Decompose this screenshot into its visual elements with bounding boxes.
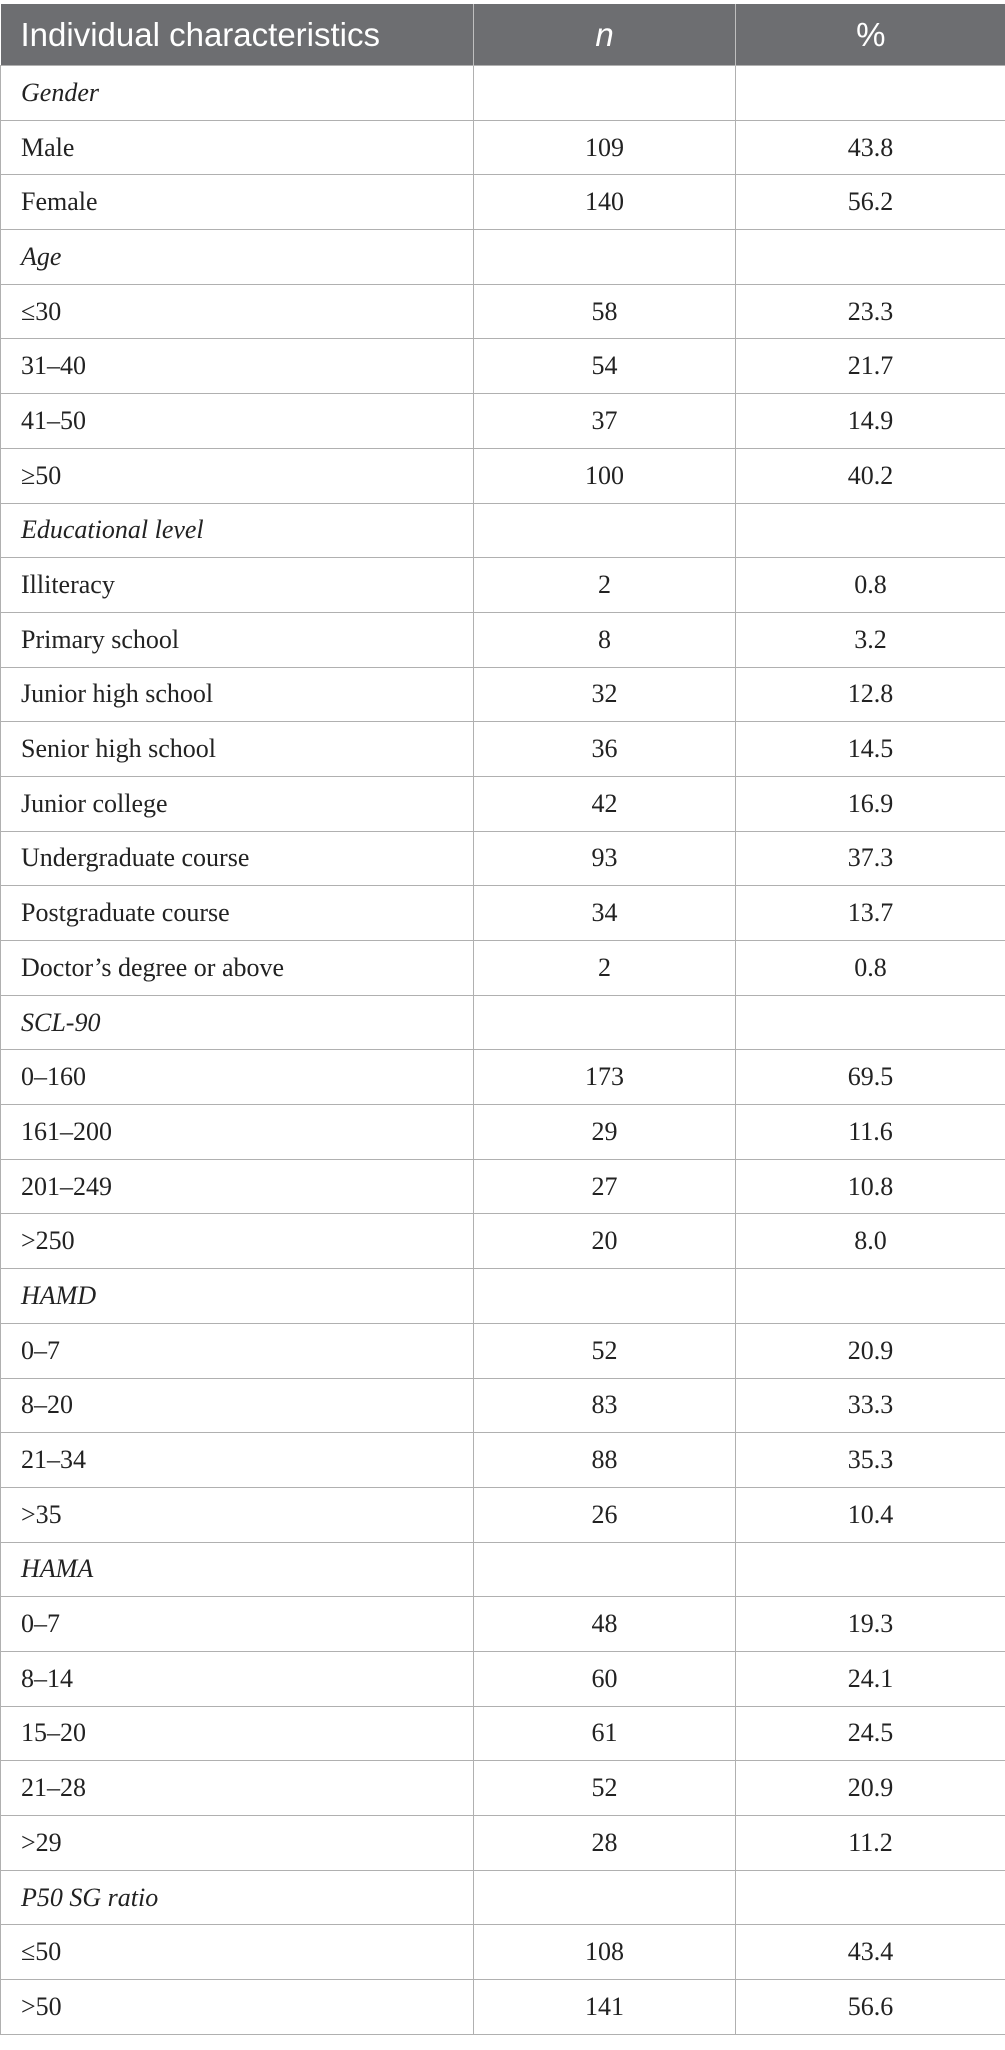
percent-cell: 11.2 (736, 1816, 1005, 1871)
count-cell: 8 (474, 612, 736, 667)
header-row (1, 4, 1005, 66)
header-percent: % (736, 4, 1005, 66)
percent-cell: 0.8 (736, 941, 1005, 996)
table-row (1, 120, 1005, 175)
table-header (1, 4, 1005, 66)
row-label: 8–20 (1, 1378, 474, 1433)
percent-cell: 10.4 (736, 1487, 1005, 1542)
table-row (1, 1761, 1005, 1816)
characteristics-table (0, 4, 1005, 2035)
percent-cell (736, 66, 1005, 121)
percent-cell (736, 995, 1005, 1050)
percent-cell: 24.5 (736, 1706, 1005, 1761)
table-row (1, 448, 1005, 503)
table-row (1, 1816, 1005, 1871)
table-row (1, 1214, 1005, 1269)
percent-cell: 12.8 (736, 667, 1005, 722)
table-row (1, 1487, 1005, 1542)
row-label: Male (1, 120, 474, 175)
row-label: 0–160 (1, 1050, 474, 1105)
row-label: Undergraduate course (1, 831, 474, 886)
table-row (1, 1433, 1005, 1488)
count-cell (474, 1269, 736, 1324)
count-cell: 42 (474, 776, 736, 831)
percent-cell (736, 230, 1005, 285)
count-cell: 173 (474, 1050, 736, 1105)
count-cell: 26 (474, 1487, 736, 1542)
row-label: 161–200 (1, 1105, 474, 1160)
percent-cell (736, 1870, 1005, 1925)
row-label: Postgraduate course (1, 886, 474, 941)
row-label: >29 (1, 1816, 474, 1871)
percent-cell: 56.6 (736, 1980, 1005, 2035)
row-label: 31–40 (1, 339, 474, 394)
percent-cell: 21.7 (736, 339, 1005, 394)
count-cell: 37 (474, 394, 736, 449)
section-label: HAMA (1, 1542, 474, 1597)
percent-cell: 14.5 (736, 722, 1005, 777)
row-label: 15–20 (1, 1706, 474, 1761)
table-row (1, 831, 1005, 886)
count-cell: 140 (474, 175, 736, 230)
section-label: Gender (1, 66, 474, 121)
count-cell: 52 (474, 1323, 736, 1378)
count-cell: 109 (474, 120, 736, 175)
count-cell: 58 (474, 284, 736, 339)
section-row (1, 1542, 1005, 1597)
table-row (1, 886, 1005, 941)
percent-cell: 37.3 (736, 831, 1005, 886)
section-label: SCL-90 (1, 995, 474, 1050)
table-row (1, 1925, 1005, 1980)
row-label: Junior high school (1, 667, 474, 722)
percent-cell (736, 1542, 1005, 1597)
row-label: ≥50 (1, 448, 474, 503)
section-row (1, 995, 1005, 1050)
percent-cell: 43.4 (736, 1925, 1005, 1980)
section-label: HAMD (1, 1269, 474, 1324)
count-cell: 54 (474, 339, 736, 394)
count-cell: 36 (474, 722, 736, 777)
percent-cell: 23.3 (736, 284, 1005, 339)
table-row (1, 612, 1005, 667)
table-row (1, 776, 1005, 831)
percent-cell: 24.1 (736, 1651, 1005, 1706)
count-cell: 93 (474, 831, 736, 886)
row-label: Female (1, 175, 474, 230)
table-row (1, 1980, 1005, 2035)
table-row (1, 667, 1005, 722)
row-label: >250 (1, 1214, 474, 1269)
percent-cell: 19.3 (736, 1597, 1005, 1652)
percent-cell: 20.9 (736, 1761, 1005, 1816)
table-row (1, 941, 1005, 996)
count-cell: 88 (474, 1433, 736, 1488)
table-row (1, 394, 1005, 449)
row-label: Senior high school (1, 722, 474, 777)
percent-cell: 13.7 (736, 886, 1005, 941)
row-label: 0–7 (1, 1597, 474, 1652)
table-row (1, 1050, 1005, 1105)
count-cell (474, 995, 736, 1050)
percent-cell: 43.8 (736, 120, 1005, 175)
table-row (1, 339, 1005, 394)
table-row (1, 1323, 1005, 1378)
percent-cell: 16.9 (736, 776, 1005, 831)
row-label: 21–34 (1, 1433, 474, 1488)
percent-cell: 20.9 (736, 1323, 1005, 1378)
percent-cell: 35.3 (736, 1433, 1005, 1488)
row-label: ≤30 (1, 284, 474, 339)
table-row (1, 1706, 1005, 1761)
percent-cell: 33.3 (736, 1378, 1005, 1433)
table-row (1, 1597, 1005, 1652)
count-cell: 108 (474, 1925, 736, 1980)
header-n: n (474, 4, 736, 66)
count-cell: 48 (474, 1597, 736, 1652)
section-row (1, 503, 1005, 558)
count-cell: 60 (474, 1651, 736, 1706)
percent-cell: 14.9 (736, 394, 1005, 449)
section-label: Age (1, 230, 474, 285)
percent-cell: 56.2 (736, 175, 1005, 230)
count-cell (474, 503, 736, 558)
table-row (1, 722, 1005, 777)
count-cell: 83 (474, 1378, 736, 1433)
section-row (1, 1870, 1005, 1925)
row-label: Junior college (1, 776, 474, 831)
table-row (1, 175, 1005, 230)
count-cell (474, 1542, 736, 1597)
count-cell: 34 (474, 886, 736, 941)
row-label: 0–7 (1, 1323, 474, 1378)
section-row (1, 66, 1005, 121)
percent-cell: 69.5 (736, 1050, 1005, 1105)
row-label: Illiteracy (1, 558, 474, 613)
characteristics-table-container (0, 4, 1005, 2035)
count-cell (474, 1870, 736, 1925)
count-cell: 2 (474, 558, 736, 613)
percent-cell (736, 1269, 1005, 1324)
row-label: >50 (1, 1980, 474, 2035)
row-label: 21–28 (1, 1761, 474, 1816)
percent-cell: 11.6 (736, 1105, 1005, 1160)
count-cell: 28 (474, 1816, 736, 1871)
percent-cell: 8.0 (736, 1214, 1005, 1269)
count-cell (474, 230, 736, 285)
count-cell: 27 (474, 1159, 736, 1214)
count-cell: 29 (474, 1105, 736, 1160)
table-row (1, 1378, 1005, 1433)
section-label: Educational level (1, 503, 474, 558)
section-row (1, 1269, 1005, 1324)
header-characteristics: Individual characteristics (1, 4, 474, 66)
row-label: 8–14 (1, 1651, 474, 1706)
count-cell: 20 (474, 1214, 736, 1269)
count-cell (474, 66, 736, 121)
percent-cell: 10.8 (736, 1159, 1005, 1214)
section-label: P50 SG ratio (1, 1870, 474, 1925)
percent-cell: 0.8 (736, 558, 1005, 613)
table-row (1, 558, 1005, 613)
percent-cell (736, 503, 1005, 558)
row-label: >35 (1, 1487, 474, 1542)
count-cell: 100 (474, 448, 736, 503)
table-row (1, 1651, 1005, 1706)
row-label: Doctor’s degree or above (1, 941, 474, 996)
percent-cell: 3.2 (736, 612, 1005, 667)
row-label: Primary school (1, 612, 474, 667)
percent-cell: 40.2 (736, 448, 1005, 503)
table-row (1, 284, 1005, 339)
count-cell: 2 (474, 941, 736, 996)
table-row (1, 1159, 1005, 1214)
table-body (1, 66, 1005, 2035)
row-label: 41–50 (1, 394, 474, 449)
count-cell: 32 (474, 667, 736, 722)
section-row (1, 230, 1005, 285)
row-label: 201–249 (1, 1159, 474, 1214)
table-row (1, 1105, 1005, 1160)
count-cell: 141 (474, 1980, 736, 2035)
count-cell: 52 (474, 1761, 736, 1816)
row-label: ≤50 (1, 1925, 474, 1980)
count-cell: 61 (474, 1706, 736, 1761)
